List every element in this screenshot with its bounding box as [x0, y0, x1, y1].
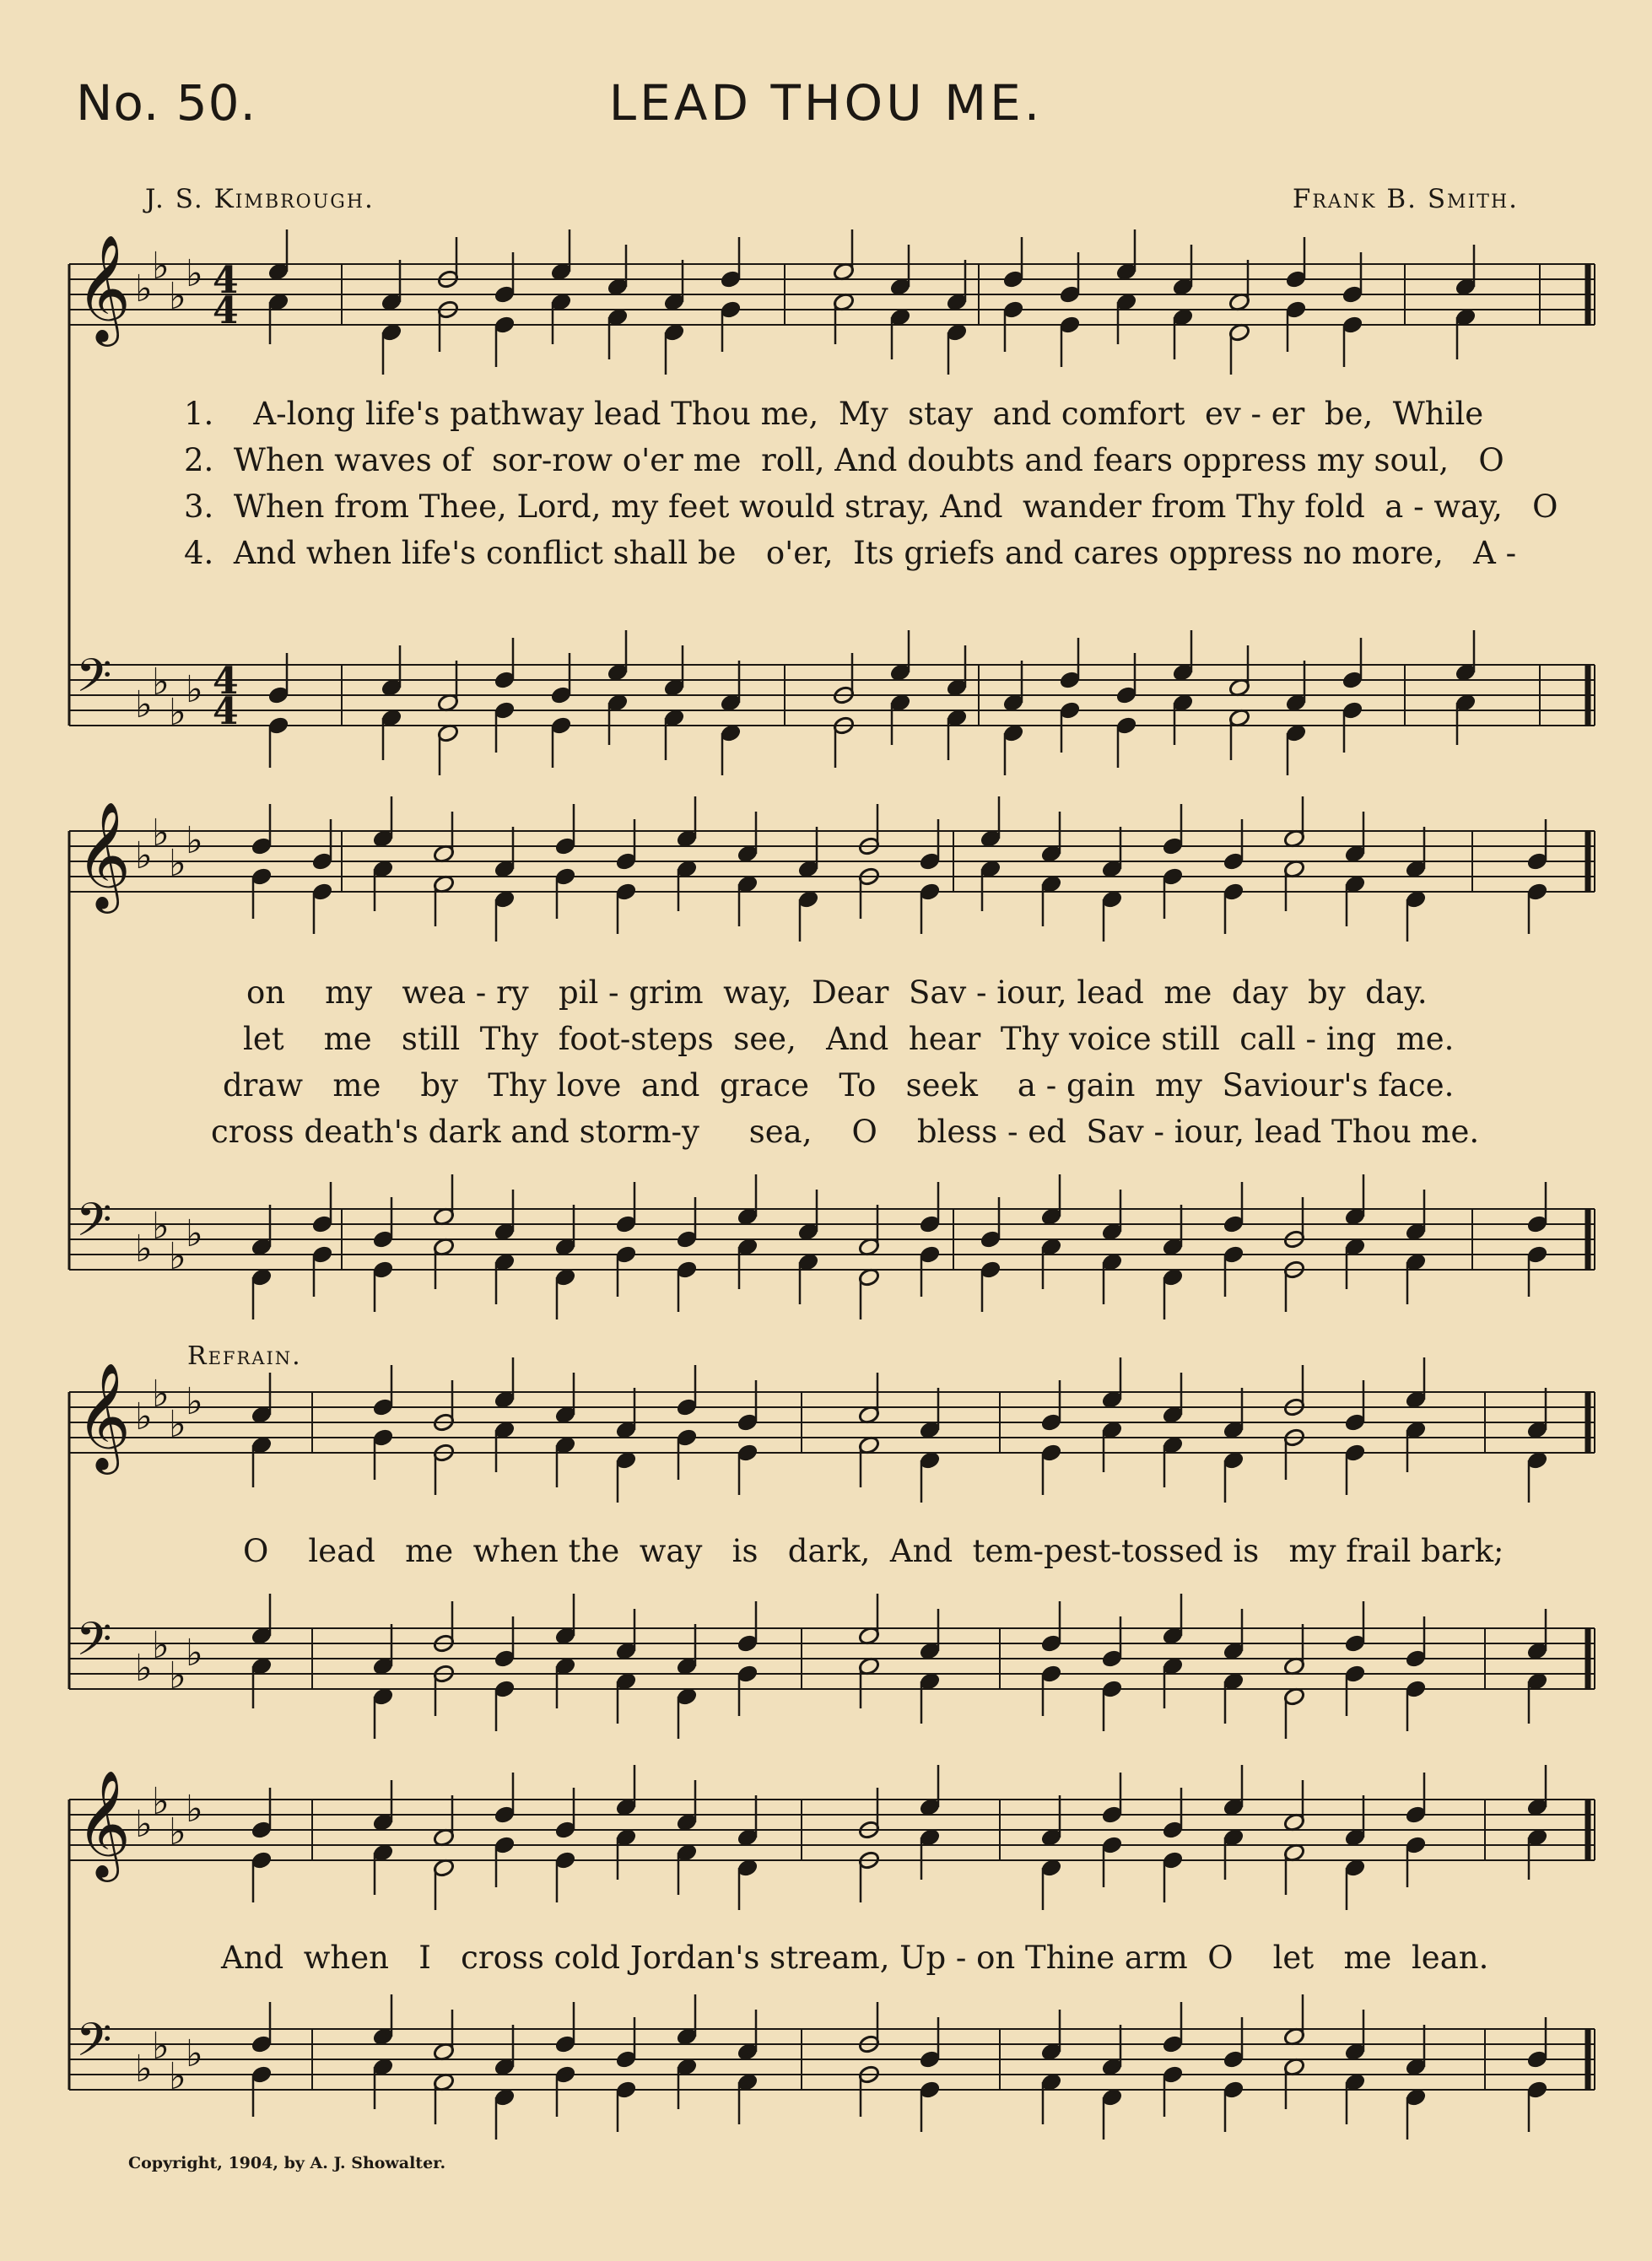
svg-text:♭: ♭: [152, 1624, 170, 1667]
verse-1-line-b: on my wea - ry pil - grim way, Dear Sav - iour, lead me day by day.: [246, 974, 1428, 1011]
verse-3-line-a: 3. When from Thee, Lord, my feet would stray, And wander from Thy fold a - way, O: [184, 488, 1558, 525]
svg-text:♭: ♭: [169, 1403, 186, 1446]
svg-text:♭: ♭: [169, 842, 186, 885]
svg-text:♭: ♭: [152, 1373, 170, 1416]
svg-text:♭: ♭: [152, 1205, 170, 1248]
svg-text:♭: ♭: [169, 1235, 186, 1278]
copyright-notice: Copyright, 1904, by A. J. Showalter.: [128, 2154, 446, 2172]
svg-text:𝄢: 𝄢: [76, 1193, 112, 1258]
svg-text:♭: ♭: [186, 1788, 203, 1831]
svg-text:♭: ♭: [135, 2048, 153, 2091]
svg-text:♭: ♭: [186, 1380, 203, 1423]
svg-text:𝄢: 𝄢: [76, 2013, 112, 2078]
svg-text:♭: ♭: [186, 252, 203, 295]
svg-text:𝄢: 𝄢: [76, 649, 112, 714]
svg-text:4: 4: [213, 660, 239, 703]
refrain-line-1: O lead me when the way is dark, And tem-pest-tossed is my frail bark;: [243, 1533, 1504, 1569]
svg-text:♭: ♭: [186, 1212, 203, 1255]
svg-text:𝄞: 𝄞: [76, 801, 132, 909]
svg-text:♭: ♭: [135, 683, 153, 726]
verse-4-line-a: 4. And when life's conflict shall be o'er, Its griefs and cares oppress no more, A -: [184, 535, 1517, 571]
svg-text:♭: ♭: [135, 267, 153, 310]
svg-text:𝄢: 𝄢: [76, 1612, 112, 1677]
svg-text:4: 4: [213, 289, 239, 332]
svg-text:♭: ♭: [186, 2032, 203, 2075]
svg-text:♭: ♭: [152, 812, 170, 855]
svg-text:♭: ♭: [135, 834, 153, 877]
verse-4-line-b: cross death's dark and storm-y sea, O bless - ed Sav - iour, lead Thou me.: [211, 1114, 1480, 1150]
hymn-number: No. 50.: [76, 74, 256, 132]
svg-text:♭: ♭: [135, 1395, 153, 1438]
svg-text:♭: ♭: [152, 245, 170, 288]
svg-text:♭: ♭: [152, 2025, 170, 2068]
svg-text:♭: ♭: [169, 275, 186, 318]
refrain-line-2: And when I cross cold Jordan's stream, Up - on Thine arm O let me lean.: [221, 1940, 1489, 1976]
hymn-title: LEAD THOU ME.: [608, 74, 1044, 132]
svg-text:4: 4: [213, 259, 239, 302]
verse-2-line-b: let me still Thy foot-steps see, And hear Thy voice still call - ing me.: [243, 1021, 1455, 1057]
svg-text:♭: ♭: [152, 1780, 170, 1823]
svg-text:𝄞: 𝄞: [76, 1769, 132, 1877]
verse-3-line-b: draw me by Thy love and grace To seek a - gain my Saviour's face.: [223, 1067, 1455, 1104]
svg-text:4: 4: [213, 690, 239, 733]
svg-text:♭: ♭: [186, 1632, 203, 1675]
svg-text:♭: ♭: [186, 819, 203, 862]
verse-1-line-a: 1. A-long life's pathway lead Thou me, My stay and comfort ev - er be, While: [184, 396, 1484, 432]
refrain-label: Refrain.: [187, 1341, 302, 1371]
svg-text:𝄞: 𝄞: [76, 1362, 132, 1470]
svg-text:♭: ♭: [169, 1810, 186, 1854]
verse-2-line-a: 2. When waves of sor-row o'er me roll, And doubts and fears oppress my soul, O: [184, 442, 1504, 478]
composer-credit: Frank B. Smith.: [1292, 184, 1519, 214]
svg-text:♭: ♭: [169, 691, 186, 734]
svg-text:♭: ♭: [186, 668, 203, 711]
svg-text:♭: ♭: [169, 1654, 186, 1697]
svg-text:♭: ♭: [135, 1803, 153, 1846]
svg-text:♭: ♭: [135, 1228, 153, 1271]
svg-text:♭: ♭: [135, 1647, 153, 1690]
svg-text:𝄞: 𝄞: [76, 234, 132, 342]
svg-text:♭: ♭: [169, 2055, 186, 2098]
lyricist-credit: J. S. Kimbrough.: [145, 184, 375, 214]
svg-text:♭: ♭: [152, 661, 170, 704]
